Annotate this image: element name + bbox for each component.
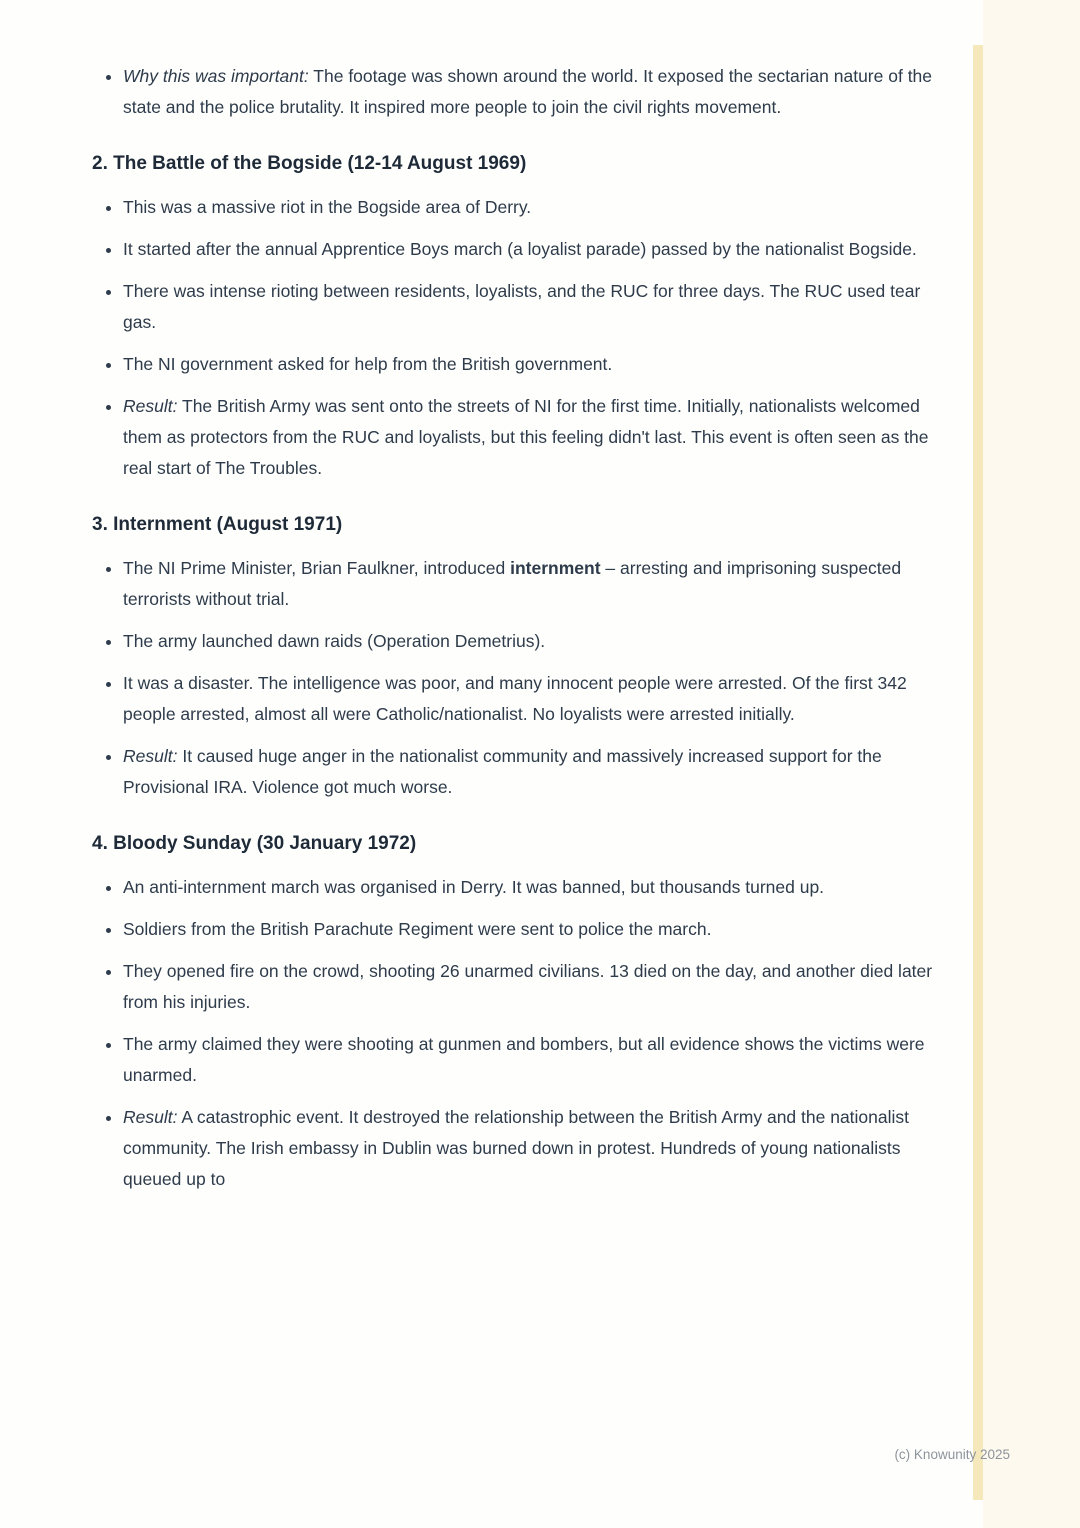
text-segment: – arresting and imprisoning suspected terrorists without trial.	[123, 558, 902, 609]
emphasis-bold: internment	[510, 558, 601, 578]
lead-in-italic: Result:	[123, 396, 178, 416]
text-segment: Soldiers from the British Parachute Regiment were sent to police the march.	[123, 919, 712, 939]
text-segment: An anti-internment march was organised in Derry. It was banned, but thousands turned up.	[123, 877, 825, 897]
bullet-item	[123, 349, 937, 380]
text-segment: The NI government asked for help from the British government.	[123, 354, 613, 374]
section-heading: 4. Bloody Sunday (30 January 1972)	[92, 833, 417, 854]
text-segment: It started after the annual Apprentice Boys march (a loyalist parade) passed by the nationalist Bogside.	[123, 239, 917, 259]
section-heading: 2. The Battle of the Bogside (12-14 August 1969)	[92, 153, 527, 174]
bullet-list	[92, 553, 937, 803]
lead-in-italic: Why this was important:	[123, 66, 309, 86]
text-segment: They opened fire on the crowd, shooting 26 unarmed civilians. 13 died on the day, and another died later from his injuries.	[123, 961, 933, 1012]
bullet-item	[123, 553, 937, 615]
bullet-item	[123, 872, 937, 903]
text-segment: It caused huge anger in the nationalist community and massively increased support for the Provisional IRA. Violence got much worse.	[123, 746, 882, 797]
text-segment: There was intense rioting between residents, loyalists, and the RUC for three days. The RUC used tear gas.	[123, 281, 921, 332]
bullet-item	[123, 626, 937, 657]
bullet-item	[123, 61, 937, 123]
text-segment: The British Army was sent onto the streets of NI for the first time. Initially, nationalists welcomed them as protectors from the RUC and loyalists, but this feeling didn't last. This event is often seen as the real start of The Troubles.	[123, 396, 929, 478]
text-segment: The army launched dawn raids (Operation Demetrius).	[123, 631, 546, 651]
bullet-item	[123, 192, 937, 223]
bullet-list	[92, 61, 937, 123]
bullet-item	[123, 741, 937, 803]
text-segment: It was a disaster. The intelligence was poor, and many innocent people were arrested. Of the first 342 people arrested, almost all were Catholic/nationalist. No loyalists were arrested initially.	[123, 673, 907, 724]
bullet-item	[123, 668, 937, 730]
bullet-item	[123, 1029, 937, 1091]
text-segment: This was a massive riot in the Bogside area of Derry.	[123, 197, 532, 217]
document-page	[92, 50, 937, 1221]
accent-stripe	[973, 45, 983, 1500]
bullet-item	[123, 914, 937, 945]
text-segment: The NI Prime Minister, Brian Faulkner, introduced	[123, 558, 511, 578]
document-body	[92, 61, 937, 1195]
text-segment: A catastrophic event. It destroyed the relationship between the British Army and the nationalist community. The Irish embassy in Dublin was burned down in protest. Hundreds of young nationalists queued up to	[123, 1107, 910, 1189]
bullet-item	[123, 276, 937, 338]
bullet-item	[123, 956, 937, 1018]
text-segment: The army claimed they were shooting at gunmen and bombers, but all evidence shows the victims were unarmed.	[123, 1034, 925, 1085]
page-margin-cream	[983, 0, 1080, 1528]
lead-in-italic: Result:	[123, 1107, 178, 1127]
text-segment: The footage was shown around the world. It exposed the sectarian nature of the state and the police brutality. It inspired more people to join the civil rights movement.	[123, 66, 933, 117]
bullet-list	[92, 192, 937, 484]
bullet-item	[123, 1102, 937, 1195]
section-heading: 3. Internment (August 1971)	[92, 514, 343, 535]
bullet-item	[123, 234, 937, 265]
bullet-list	[92, 872, 937, 1195]
bullet-item	[123, 391, 937, 484]
watermark: (c) Knowunity 2025	[894, 1447, 1010, 1462]
lead-in-italic: Result:	[123, 746, 178, 766]
